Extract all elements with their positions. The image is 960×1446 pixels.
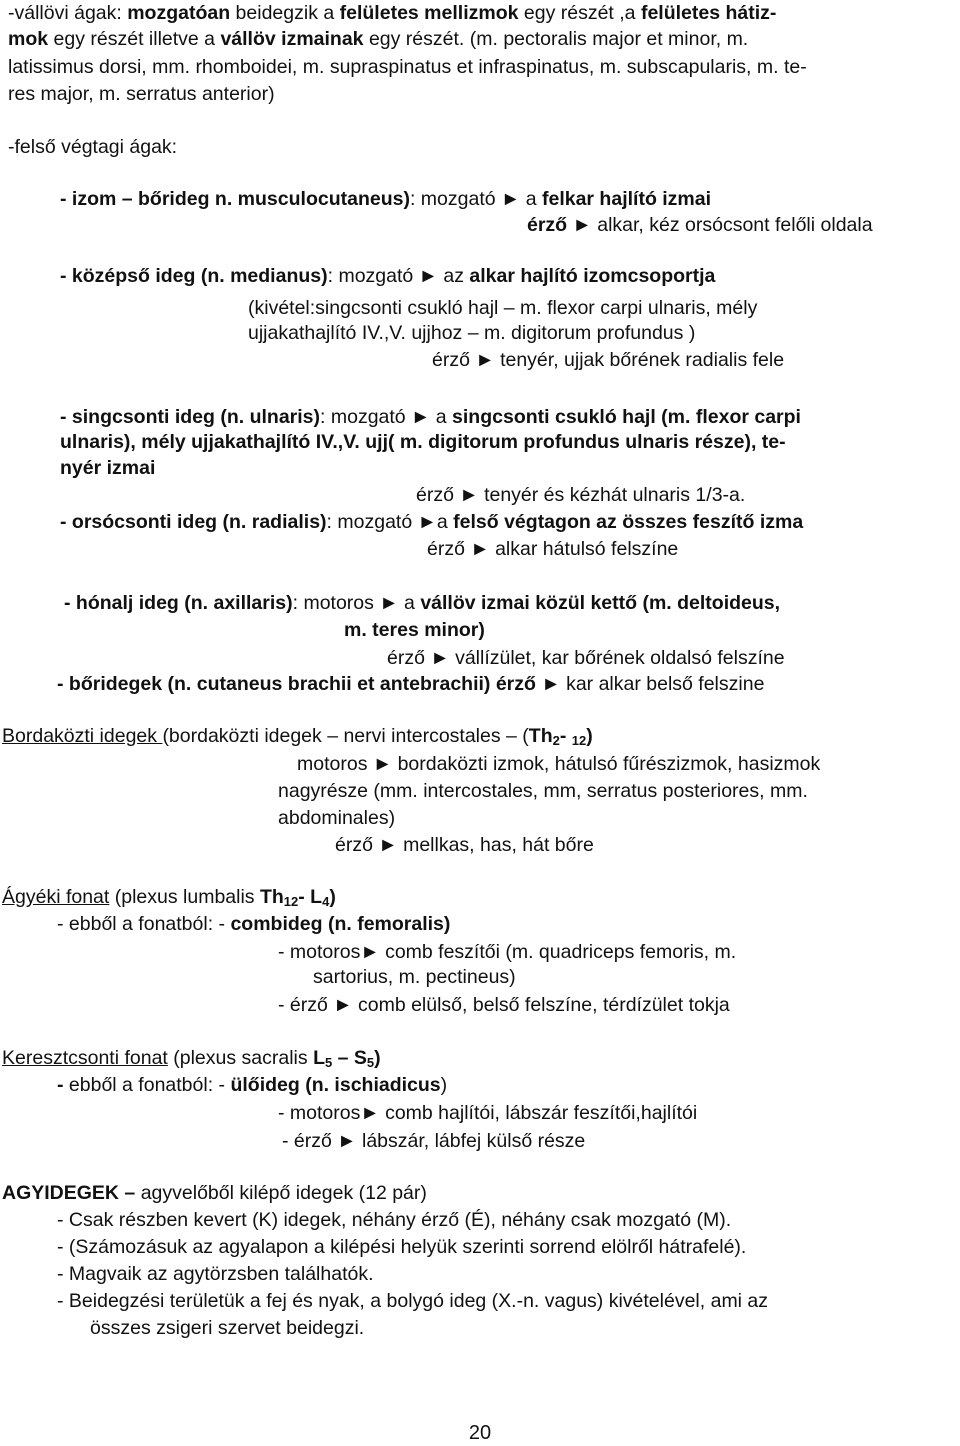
page-number: 20 [468,1422,492,1444]
text-line: (kivétel:singcsonti csukló hajl – m. flexor carpi ulnaris, mély [248,297,758,319]
text-line: - érző ► lábszár, lábfej külső része [282,1130,586,1152]
text-line: érző ► vállízület, kar bőrének oldalsó felszíne [387,647,785,669]
text-line: érző ► tenyér és kézhát ulnaris 1/3-a. [416,484,746,506]
section-heading: Ágyéki fonat (plexus lumbalis $Th_{12}-$ $L_4$) [2,886,336,909]
section-heading: Bordaközti idegek (bordaközti idegek – nervi intercostales – ($Th_2-$ $_{12}$) [2,725,593,748]
text-line: res major, m. serratus anterior) [8,83,275,105]
text-line: - ebből a fonatból: - ülőideg (n. ischiadicus) [57,1074,448,1096]
text-line: érző ► alkar, kéz orsócsont felőli oldala [527,214,873,236]
text-line: mok egy részét illetve a vállöv izmainak egy részét. (m. pectoralis major et minor, m. [8,28,749,50]
text-line: - bőridegek (n. cutaneus brachii et antebrachii) érző ► kar alkar belső felszine [57,673,765,695]
list-item: - Magvaik az agytörzsben találhatók. [57,1263,374,1285]
text-line: - érző ► comb elülső, belső felszíne, térdízület tokja [278,994,730,1016]
text-line: ulnaris), mély ujjakathajlító IV.,V. ujj( m. digitorum profundus ulnaris része), te- [60,431,786,453]
list-item: összes zsigeri szervet beidegzi. [90,1317,365,1339]
list-item: - Beidegzési területük a fej és nyak, a bolygó ideg (X.-n. vagus) kivételével, ami az [57,1290,769,1312]
text-line: - motoros► comb feszítői (m. quadriceps femoris, m. [278,941,737,963]
list-item: - Csak részben kevert (K) idegek, néhány érző (É), néhány csak mozgató (M). [57,1209,732,1231]
text-line: érző ► mellkas, has, hát bőre [335,834,594,856]
section-heading: Keresztcsonti fonat (plexus sacralis $L_5 - S_5$) [2,1047,381,1070]
section-heading: -felső végtagi ágak: [8,136,178,158]
text-line: érző ► tenyér, ujjak bőrének radialis fele [432,349,785,371]
text-line: - izom – bőrideg n. musculocutaneus): mozgató ► a felkar hajlító izmai [60,188,712,210]
text-line: - ebből a fonatból: - combideg (n. femoralis) [57,913,451,935]
text-line: abdominales) [278,807,396,829]
text-line: - motoros► comb hajlítói, lábszár feszítői,hajlítói [278,1102,698,1124]
text-line: nagyrésze (mm. intercostales, mm, serratus posteriores, mm. [278,780,808,802]
text-line: sartorius, m. pectineus) [313,966,516,988]
text-line: - orsócsonti ideg (n. radialis): mozgató ►a felső végtagon az összes feszítő izma [60,511,804,533]
text-line: motoros ► bordaközti izmok, hátulsó fűrészizmok, hasizmok [297,753,821,775]
text-line: -vállövi ágak: mozgatóan beidegzik a felületes mellizmok egy részét ,a felületes hátiz- [8,2,777,24]
section-heading: AGYIDEGEK – agyvelőből kilépő idegek (12 pár) [2,1182,427,1204]
list-item: - (Számozásuk az agyalapon a kilépési helyük szerinti sorrend elölről hátrafelé). [57,1236,747,1258]
text-line: ujjakathajlító IV.,V. ujjhoz – m. digitorum profundus ) [248,322,696,344]
text-line: - singcsonti ideg (n. ulnaris): mozgató ► a singcsonti csukló hajl (m. flexor carpi [60,406,801,428]
text-line: latissimus dorsi, mm. rhomboidei, m. supraspinatus et infraspinatus, m. subscapularis, m. te- [8,56,807,78]
text-line: érző ► alkar hátulsó felszíne [427,538,679,560]
text-line: nyér izmai [60,457,156,479]
text-line: - középső ideg (n. medianus): mozgató ► az alkar hajlító izomcsoportja [60,265,716,287]
text-line: - hónalj ideg (n. axillaris): motoros ► a vállöv izmai közül kettő (m. deltoideus, [64,592,781,614]
text-line: m. teres minor) [344,619,485,641]
